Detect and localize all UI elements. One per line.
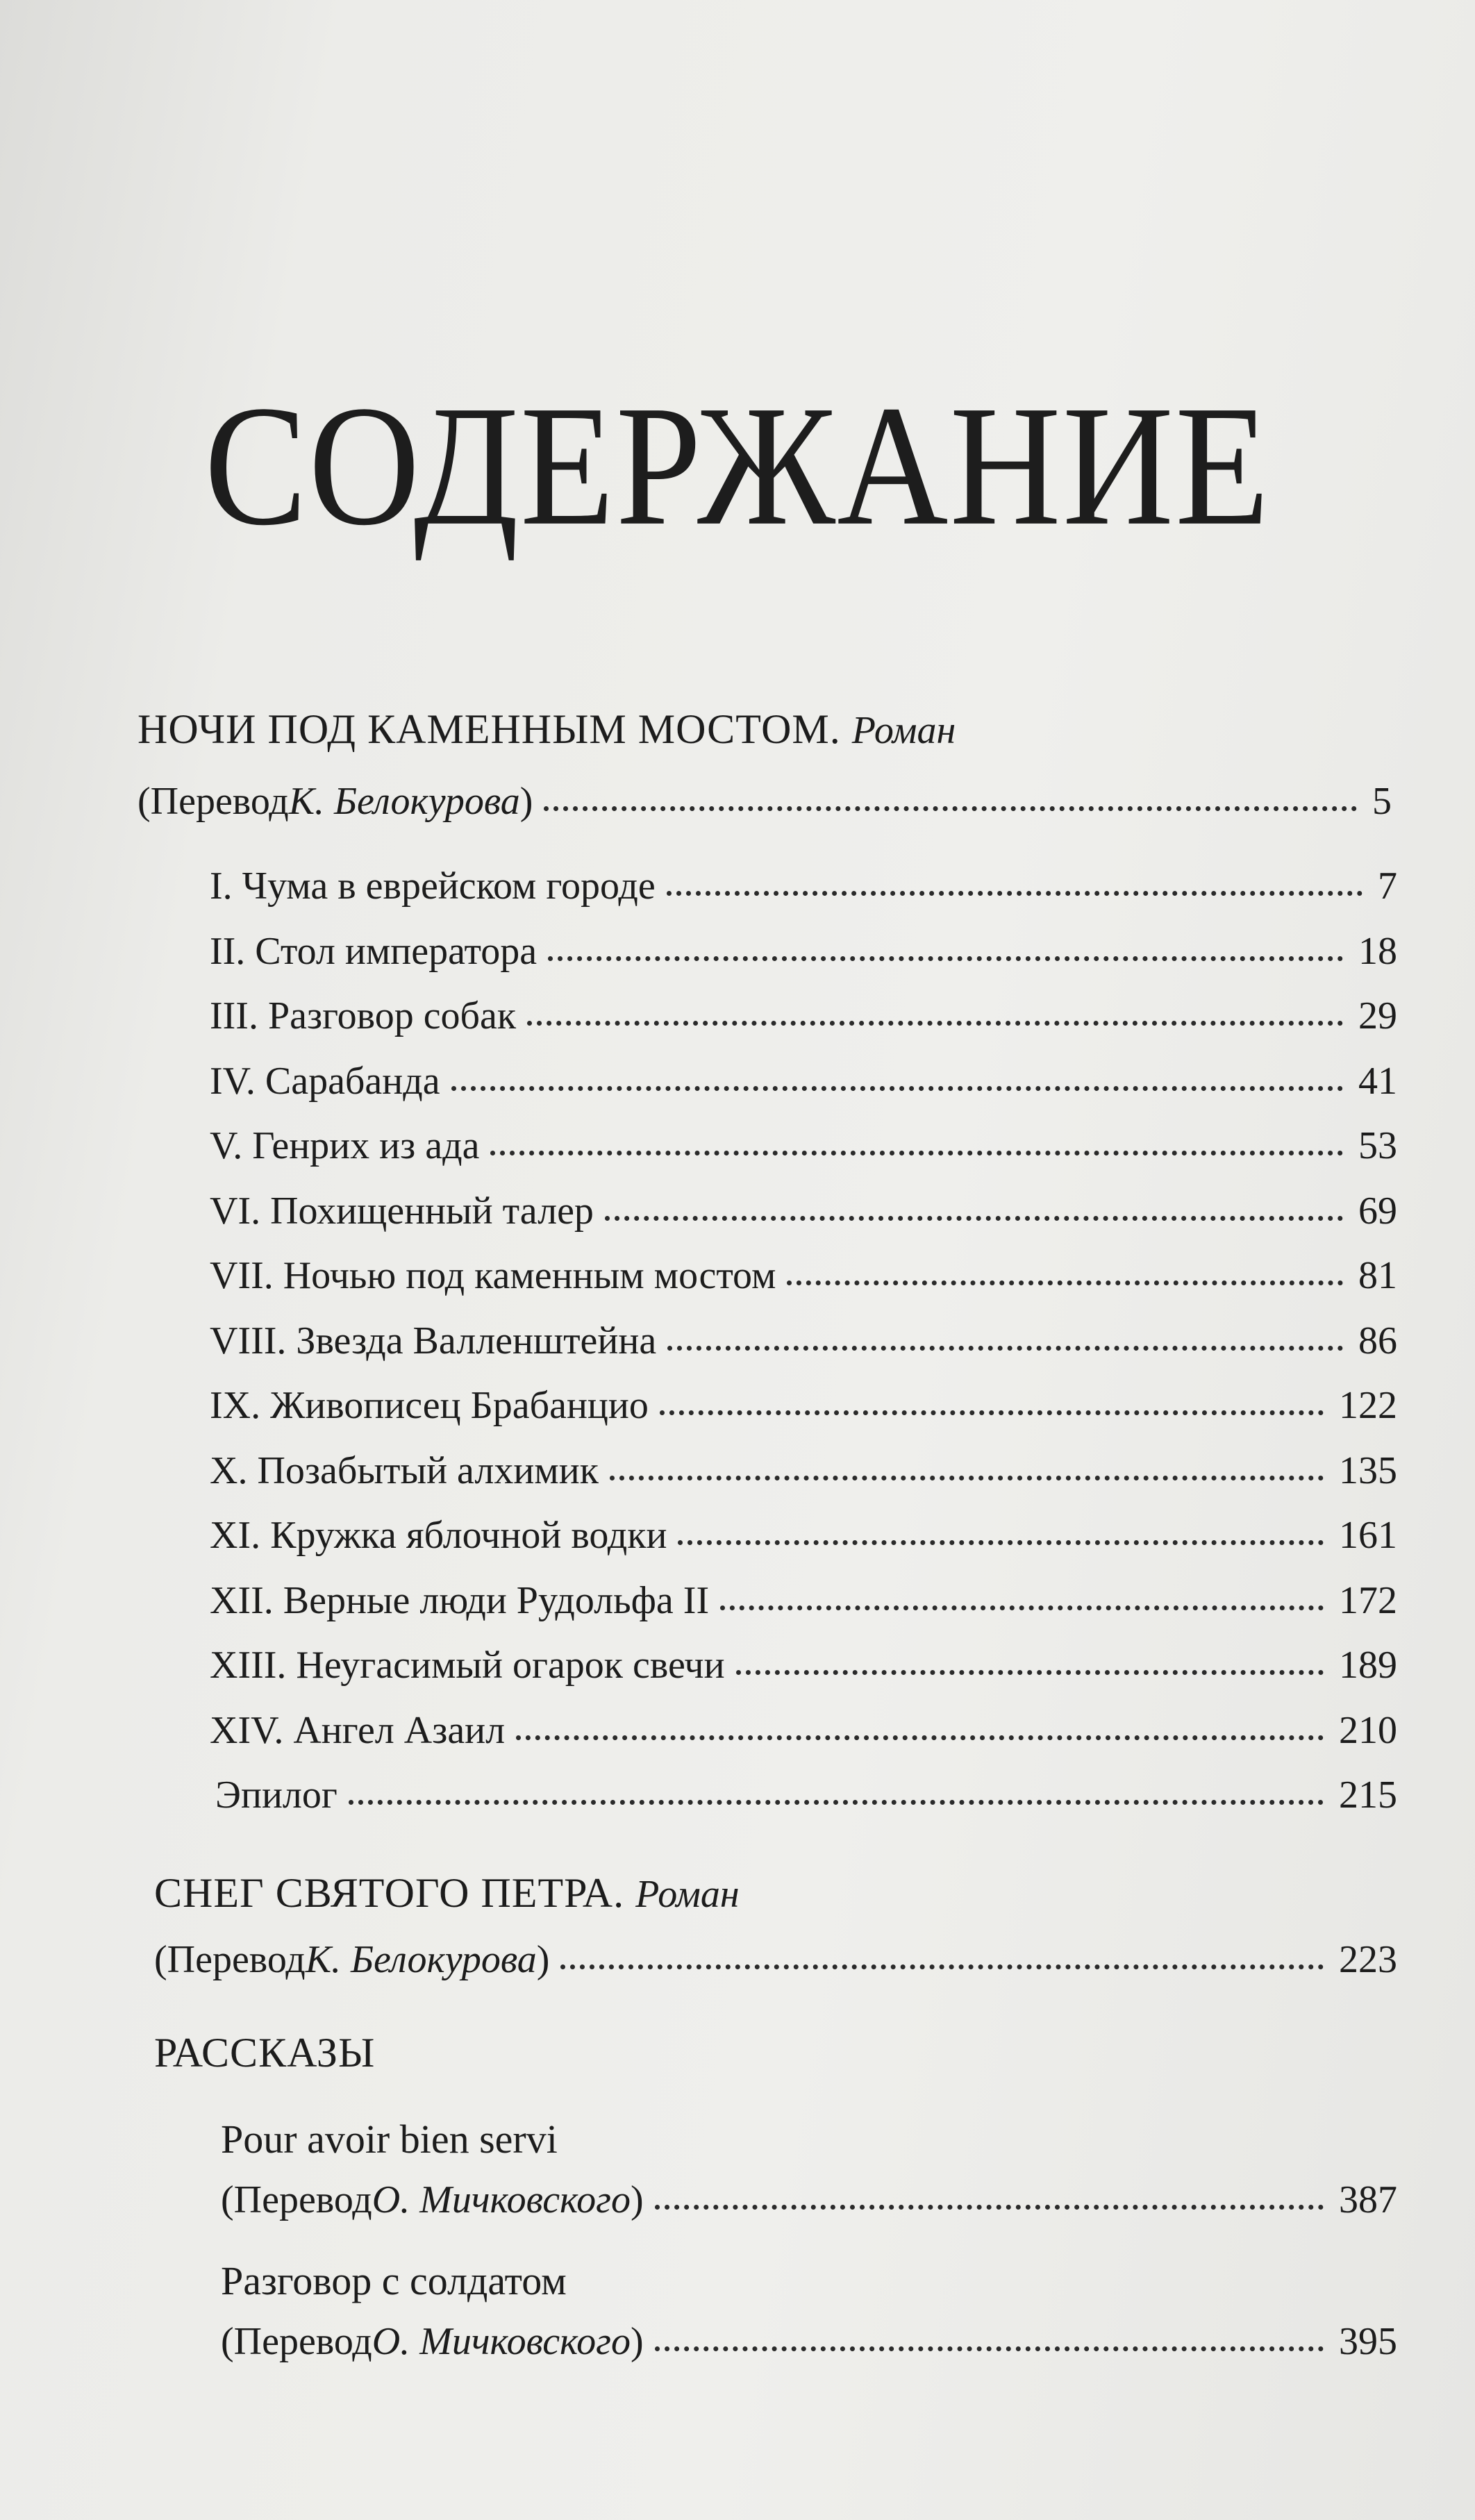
dot-leader <box>667 1346 1343 1351</box>
chapter-entry <box>210 1711 1397 1750</box>
page-number: 86 <box>1358 1319 1397 1362</box>
page-title: СОДЕРЖАНИЕ <box>204 370 1271 562</box>
chapter-title: I. Чума в еврейском городе <box>210 865 656 908</box>
page-number: 7 <box>1378 865 1397 908</box>
chapter-entry <box>210 1581 1397 1620</box>
chapter-entry <box>210 1321 1397 1360</box>
translation-open: (Перевод <box>154 1938 306 1981</box>
page-number: 210 <box>1339 1709 1397 1752</box>
chapter-title: III. Разговор собак <box>210 994 517 1037</box>
story-title: Pour avoir bien servi <box>221 2117 558 2162</box>
dot-leader <box>527 1021 1343 1026</box>
chapter-entry <box>210 996 1397 1035</box>
translation-open: (Перевод <box>221 2178 372 2221</box>
chapter-title: VIII. Звезда Валленштейна <box>210 1319 657 1362</box>
page-number: 387 <box>1339 2178 1397 2221</box>
translator-name: О. Мичковского <box>372 2320 631 2363</box>
translation-close: ) <box>519 780 533 823</box>
translator-name: К. Белокурова <box>288 780 520 823</box>
dot-leader <box>605 1216 1343 1221</box>
chapter-entry <box>210 1126 1397 1165</box>
translator-name: К. Белокурова <box>305 1938 537 1981</box>
dot-leader <box>655 2346 1324 2351</box>
page-number: 41 <box>1358 1060 1397 1103</box>
dot-leader <box>667 891 1362 896</box>
chapter-title: XII. Верные люди Рудольфа II <box>210 1579 710 1622</box>
chapter-entry <box>210 1190 1397 1233</box>
toc-entry <box>221 2180 1397 2219</box>
page-number: 172 <box>1339 1579 1397 1622</box>
section-genre: Роман <box>851 709 956 752</box>
section-title: НОЧИ ПОД КАМЕННЫМ МОСТОМ. <box>138 706 841 752</box>
chapter-title: VI. Похищенный талер <box>210 1190 594 1233</box>
page-number: 81 <box>1358 1254 1397 1297</box>
page-number: 223 <box>1339 1938 1397 1981</box>
translation-open: (Перевод <box>138 780 289 823</box>
chapter-entry <box>210 932 1397 971</box>
chapter-entry <box>210 1386 1397 1425</box>
chapter-entry <box>210 1516 1397 1555</box>
translator-name: О. Мичковского <box>372 2178 631 2221</box>
dot-leader <box>655 2205 1324 2210</box>
page-number: 53 <box>1358 1124 1397 1167</box>
chapter-title: XIII. Неугасимый огарок свечи <box>210 1644 725 1687</box>
dot-leader <box>548 956 1343 961</box>
translation-open: (Перевод <box>221 2320 372 2363</box>
chapter-title: XIV. Ангел Азаил <box>210 1709 506 1752</box>
chapter-title: IX. Живописец Брабанцио <box>210 1384 649 1427</box>
section-genre: Роман <box>635 1873 740 1916</box>
section-title: РАССКАЗЫ <box>154 2030 376 2076</box>
translation-close: ) <box>630 2320 644 2363</box>
chapter-title: Эпилог <box>215 1774 338 1817</box>
section-heading <box>154 1872 740 1914</box>
dot-leader <box>560 1964 1324 1969</box>
page-number: 122 <box>1339 1384 1397 1427</box>
page-number: 215 <box>1339 1774 1397 1817</box>
dot-leader <box>544 806 1357 811</box>
chapter-title: II. Стол императора <box>210 930 538 973</box>
dot-leader <box>451 1086 1343 1091</box>
chapter-title: VII. Ночью под каменным мостом <box>210 1254 776 1297</box>
toc-entry <box>138 782 1392 821</box>
dot-leader <box>349 1800 1324 1805</box>
page-number: 29 <box>1358 994 1397 1037</box>
dot-leader <box>660 1410 1324 1415</box>
section-heading <box>138 708 956 750</box>
section-title: СНЕГ СВЯТОГО ПЕТРА. <box>154 1870 625 1916</box>
dot-leader <box>736 1670 1324 1675</box>
chapter-entry <box>215 1774 1397 1817</box>
page-number: 135 <box>1339 1449 1397 1492</box>
story-title: Разговор с солдатом <box>221 2258 567 2303</box>
chapter-entry <box>210 1646 1397 1685</box>
chapter-entry <box>210 1451 1397 1490</box>
chapter-entry <box>210 867 1397 906</box>
dot-leader <box>720 1605 1324 1610</box>
chapter-entry <box>210 1062 1397 1101</box>
dot-leader <box>610 1476 1324 1480</box>
page-number: 5 <box>1372 780 1392 823</box>
page-number: 189 <box>1339 1644 1397 1687</box>
chapter-title: IV. Сарабанда <box>210 1060 440 1103</box>
translation-close: ) <box>536 1938 550 1981</box>
chapter-title: X. Позабытый алхимик <box>210 1449 599 1492</box>
chapter-entry <box>210 1256 1397 1295</box>
dot-leader <box>490 1151 1343 1155</box>
translation-close: ) <box>630 2178 644 2221</box>
dot-leader <box>678 1540 1324 1545</box>
toc-entry <box>154 1940 1397 1979</box>
page-number: 395 <box>1339 2320 1397 2363</box>
page-number: 161 <box>1339 1514 1397 1557</box>
chapter-title: XI. Кружка яблочной водки <box>210 1514 667 1557</box>
page-number: 69 <box>1358 1190 1397 1233</box>
chapter-title: V. Генрих из ада <box>210 1124 480 1167</box>
page-number: 18 <box>1358 930 1397 973</box>
dot-leader <box>516 1735 1324 1740</box>
toc-entry <box>221 2322 1397 2361</box>
dot-leader <box>787 1280 1343 1285</box>
